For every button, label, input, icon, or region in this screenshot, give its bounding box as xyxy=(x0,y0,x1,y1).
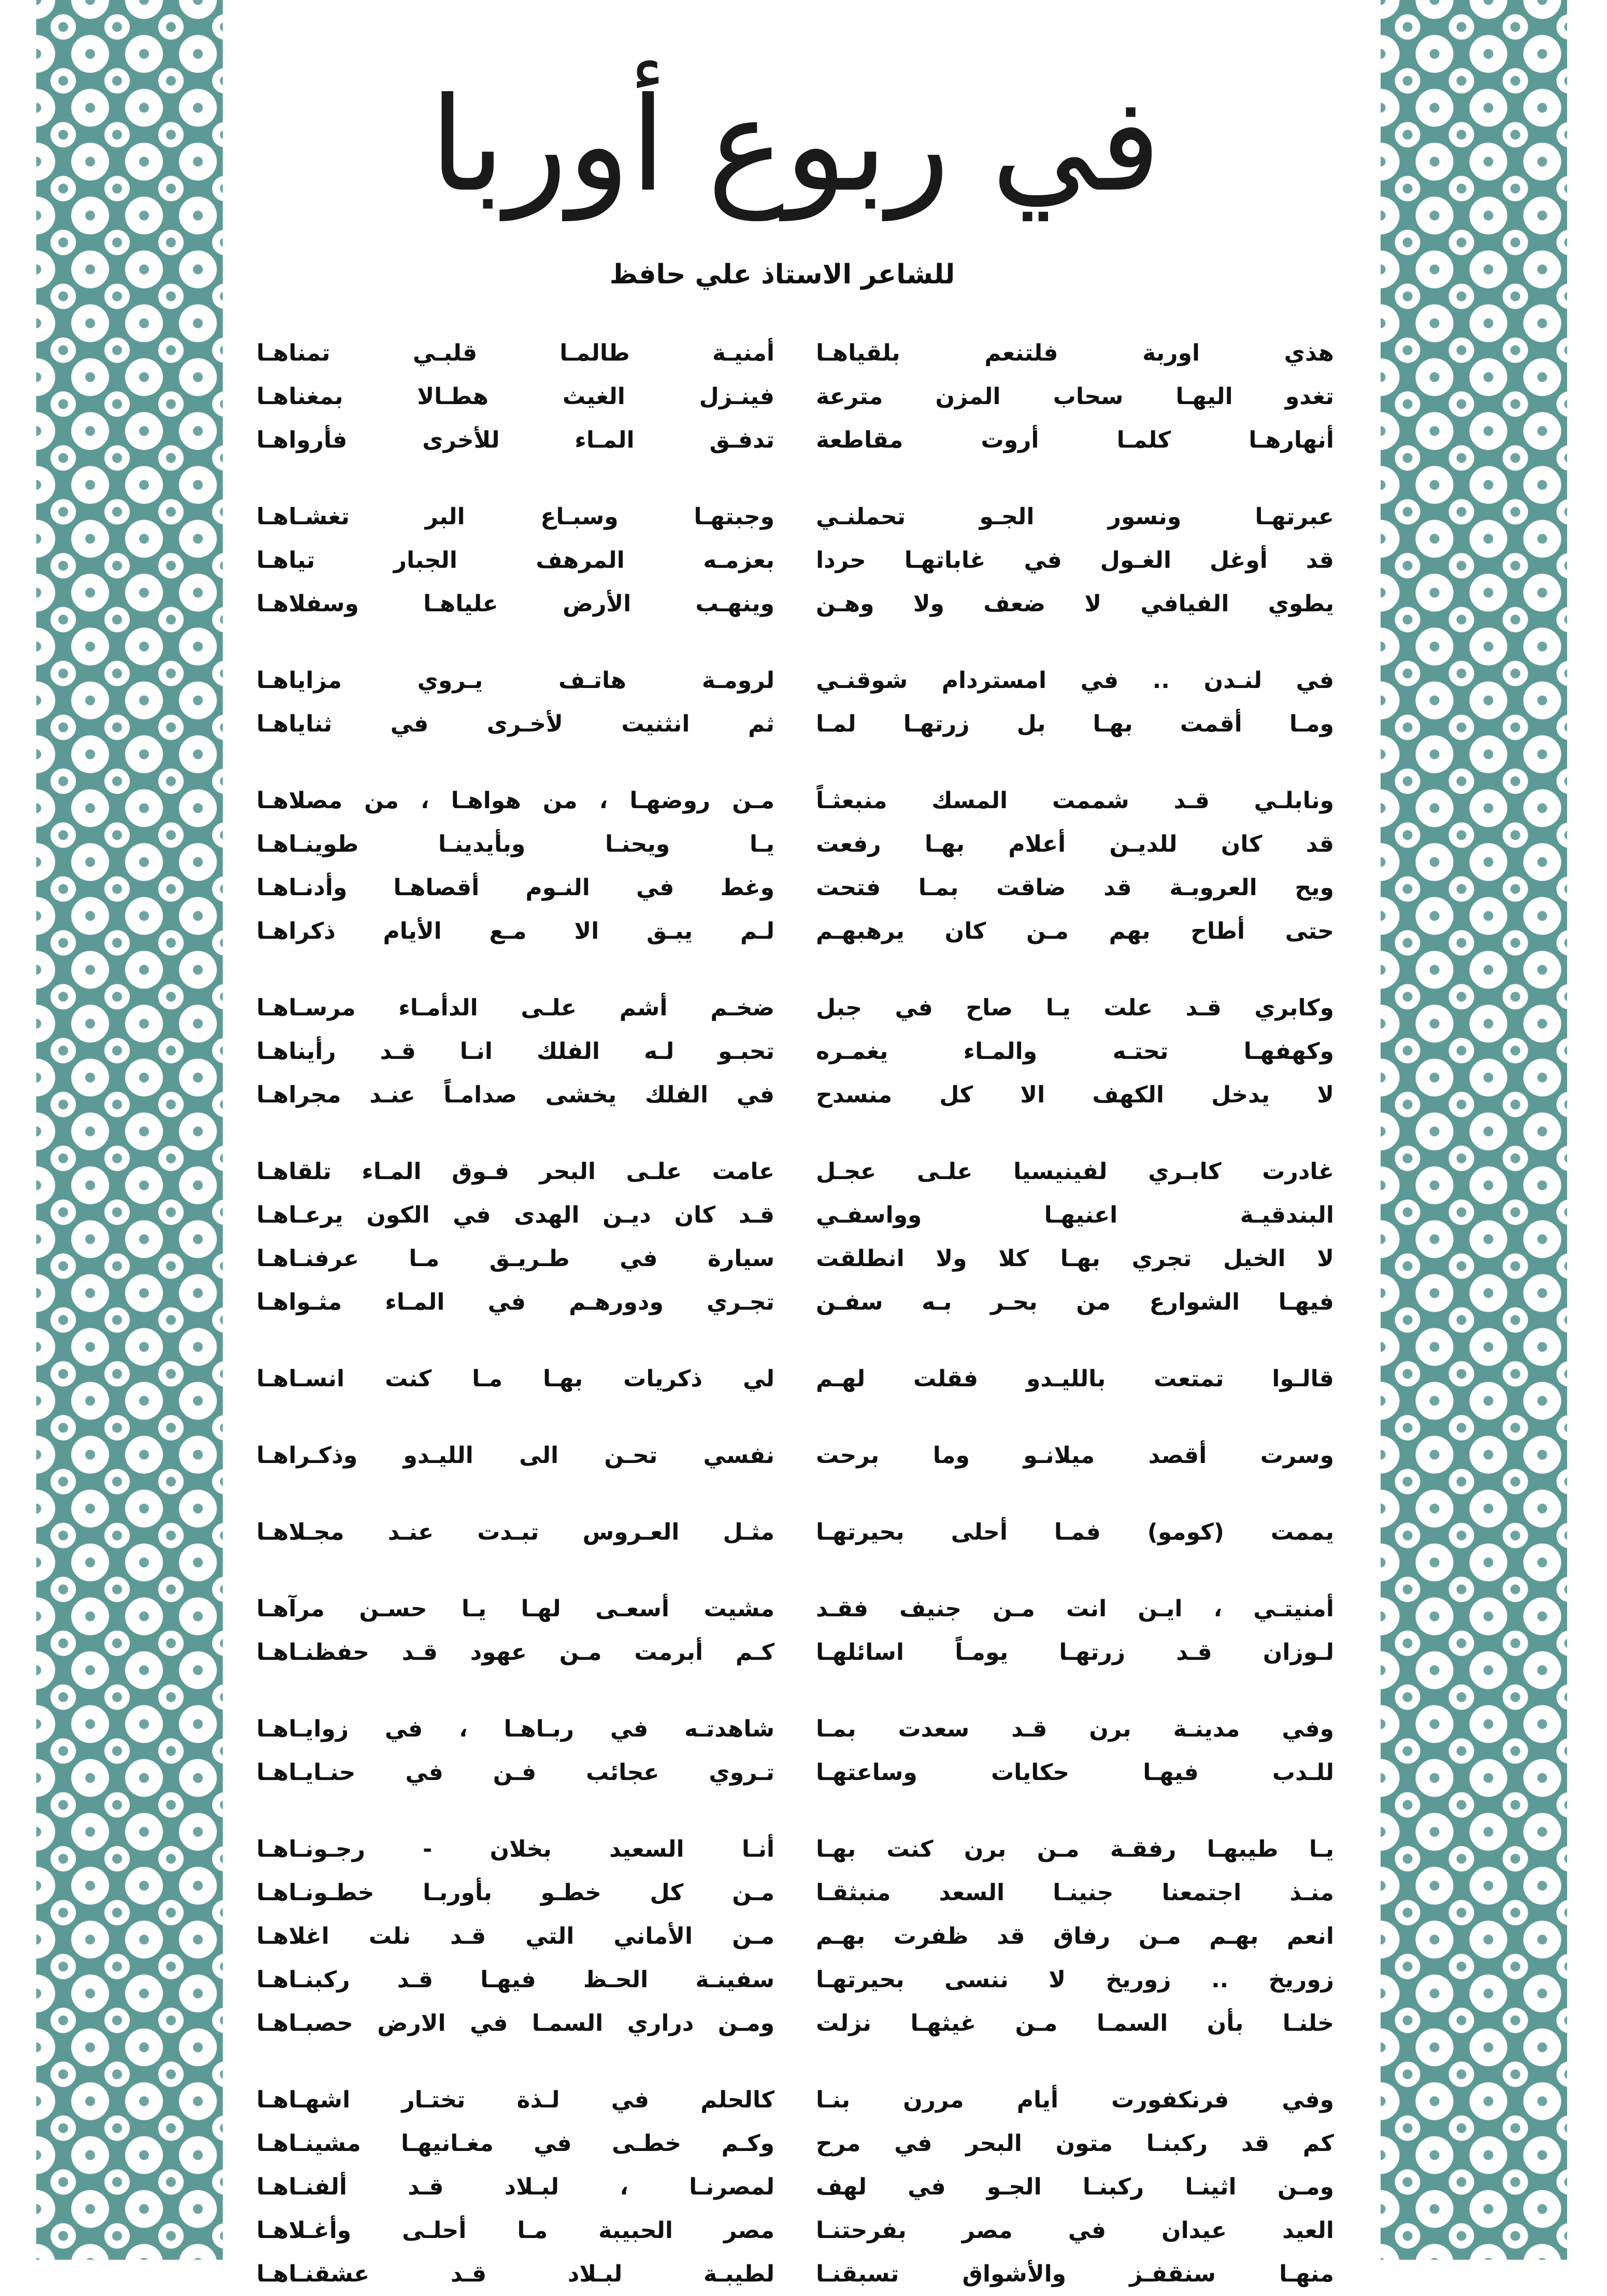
verse-line: وكهفهـا تحتـه والمـاء يغمـره xyxy=(816,1038,1334,1065)
verse-line: مثـل العـروس تبـدت عنـد مجـلاهـا xyxy=(256,1519,774,1545)
stanza xyxy=(256,1587,774,1674)
verse-line: هذي اوربة فلتنعم بلقياهـا xyxy=(816,340,1334,366)
stanza xyxy=(256,1434,774,1477)
verse-line: وينهـب الأرض علياهـا وسفلاهـا xyxy=(256,591,774,617)
verse-line: وكابري قـد علت يـا صاح في جبل xyxy=(816,995,1334,1021)
stanza xyxy=(816,1511,1334,1554)
stanza xyxy=(816,1828,1334,2045)
verse-line: بعزمـه المرهف الجبار تياهـا xyxy=(256,547,774,573)
decorative-border-right xyxy=(1381,0,1567,2260)
verse-line: وجبتهـا وسبـاع البر تغشـاهـا xyxy=(256,504,774,530)
verse-line: سفينـة الحـظ فيهـا قـد ركبنـاهـا xyxy=(256,1967,774,1993)
stanza xyxy=(816,2078,1334,2296)
verse-line: لا الخيل تجري بهـا كلا ولا انطلقت xyxy=(816,1245,1334,1272)
stanza xyxy=(816,779,1334,953)
verse-line: وفي فرنكفورت أيام مررن بنـا xyxy=(816,2087,1334,2113)
verse-line: عامت علـى البحر فـوق المـاء تلقاهـا xyxy=(256,1158,774,1185)
verse-line: مـن الأماني التي قـد نلت اغلاهـا xyxy=(256,1923,774,1949)
verse-line: لـوزان قـد زرتهـا يومـاً اسائلهـا xyxy=(816,1639,1334,1666)
poem-title: في ربوع أوربا xyxy=(429,69,1161,220)
stanza xyxy=(816,1357,1334,1401)
verse-line: لطيبـة لبـلاد قـد عشقنـاهـا xyxy=(256,2261,774,2287)
verse-line: ثم انثنيت لأخـرى في ثناياهـا xyxy=(256,711,774,737)
verse-line: شاهدتـه في ربـاهـا ، في زوايـاهـا xyxy=(256,1716,774,1742)
poem-column-left xyxy=(256,332,774,2287)
stanza xyxy=(256,2078,774,2296)
verse-line: غادرت كابـري لفينيسيا علـى عجـل xyxy=(816,1158,1334,1185)
stanza xyxy=(816,659,1334,746)
verse-line: تحبـو لـه الفلك انـا قـد رأيناهـا xyxy=(256,1038,774,1065)
decorative-border-left xyxy=(36,0,223,2260)
verse-line: يـا طيبهـا رفقـة مـن برن كنت بهـا xyxy=(816,1836,1334,1862)
verse-line: فيهـا الشوارع من بحـر بـه سفـن xyxy=(816,1289,1334,1315)
verse-line: كم قد ركبنـا متون البحر في مرح xyxy=(816,2130,1334,2157)
verse-line: تـروي عجائب فـن في حنـايـاهـا xyxy=(256,1759,774,1786)
verse-line: يـا ويحنـا وبأيدينـا طوينـاهـا xyxy=(256,831,774,857)
poem-column-right xyxy=(816,332,1334,2287)
verse-line: وغط في النـوم أقصاهـا وأدنـاهـا xyxy=(256,874,774,901)
stanza xyxy=(816,332,1334,462)
stanza xyxy=(256,1357,774,1401)
verse-line: مشيت أسعـى لهـا يـا حسـن مرآهـا xyxy=(256,1596,774,1622)
verse-line: مصر الحبيبة مـا أحلـى وأغـلاهـا xyxy=(256,2217,774,2244)
verse-line: ومـن دراري السمـا في الارض حصبـاهـا xyxy=(256,2010,774,2036)
verse-line: أنـا السعيد بخلان - رجـونـاهـا xyxy=(256,1836,774,1862)
verse-line: منهـا سنقفـز والأشواق تسبقنـا xyxy=(816,2261,1334,2287)
stanza xyxy=(816,1434,1334,1477)
verse-line: قـد كان ديـن الهدى في الكون يرعـاهـا xyxy=(256,1202,774,1228)
verse-line: لا يدخل الكهف الا كل منسدح xyxy=(816,1082,1334,1108)
verse-line: يطوي الفيافي لا ضعف ولا وهـن xyxy=(816,591,1334,617)
verse-line: في الفلك يخشى صدامـاً عنـد مجراهـا xyxy=(256,1082,774,1108)
verse-line: لرومـة هاتـف يـروي مزاياهـا xyxy=(256,667,774,694)
verse-line: ويح العروبـة قد ضاقت بمـا فتحت xyxy=(816,874,1334,901)
stanza xyxy=(256,1828,774,2045)
verse-line: وسرت أقصد ميلانـو وما برحت xyxy=(816,1442,1334,1469)
verse-line: مـن روضهـا ، من هواهـا ، من مصلاهـا xyxy=(256,787,774,814)
verse-line: منـذ اجتمعنا جنينـا السعد منبثقـا xyxy=(816,1879,1334,1906)
verse-line: مـن كل خطـو بأوربـا خطـونـاهـا xyxy=(256,1879,774,1906)
verse-line: وفي مدينـة برن قـد سعدت بمـا xyxy=(816,1716,1334,1742)
stanza xyxy=(256,332,774,462)
verse-line: انعم بهـم مـن رفاق قد ظفرت بهـم xyxy=(816,1923,1334,1949)
verse-line: للـدب فيهـا حكايات وساعتهـا xyxy=(816,1759,1334,1786)
poem-author: للشاعر الاستاذ علي حافظ xyxy=(609,259,955,290)
verse-line: لمصرنـا ، لبـلاد قـد ألفنـاهـا xyxy=(256,2174,774,2200)
verse-line: كالحلم في لـذة تختـار اشهـاهـا xyxy=(256,2087,774,2113)
verse-line: حتى أطاح بهم مـن كان يرهبهـم xyxy=(816,918,1334,944)
verse-line: لي ذكريات بهـا مـا كنت انسـاهـا xyxy=(256,1366,774,1392)
verse-line: نفسي تحـن الى الليـدو وذكـراهـا xyxy=(256,1442,774,1469)
stanza xyxy=(256,1707,774,1795)
verse-line: تدفـق المـاء للأخرى فأرواهـا xyxy=(256,427,774,453)
stanza xyxy=(816,1707,1334,1795)
verse-line: أمنيتـي ، ايـن انت مـن جنيف فقـد xyxy=(816,1596,1334,1622)
verse-line: زوريخ .. زوريخ لا ننسى بحيرتهـا xyxy=(816,1967,1334,1993)
verse-line: قد أوغل الغـول في غاباتهـا حردا xyxy=(816,547,1334,573)
stanza xyxy=(256,495,774,626)
verse-line: ومـا أقمت بهـا بل زرتهـا لمـا xyxy=(816,711,1334,737)
stanza xyxy=(816,986,1334,1117)
verse-line: قالـوا تمتعت بالليـدو فقلت لهـم xyxy=(816,1366,1334,1392)
verse-line: سيارة في طـريـق مـا عرفنـاهـا xyxy=(256,1245,774,1272)
verse-line: قد كان للديـن أعلام بهـا رفعت xyxy=(816,831,1334,857)
verse-line: كـم أبرمت مـن عهود قـد حفظنـاهـا xyxy=(256,1639,774,1666)
verse-line: في لنـدن .. في امستردام شوقنـي xyxy=(816,667,1334,694)
verse-line: ومـن اثينـا ركبنـا الجـو في لهف xyxy=(816,2174,1334,2200)
stanza xyxy=(256,1511,774,1554)
verse-line: خلنـا بأن السمـا مـن غيثهـا نزلت xyxy=(816,2010,1334,2036)
verse-line: عبرتهـا ونسور الجـو تحملنـي xyxy=(816,504,1334,530)
verse-line: وكـم خطـى في مغـانيهـا مشينـاهـا xyxy=(256,2130,774,2157)
stanza xyxy=(256,659,774,746)
stanza xyxy=(256,1150,774,1324)
verse-line: أنهارهـا كلمـا أروت مقاطعة xyxy=(816,427,1334,453)
stanza xyxy=(256,986,774,1117)
verse-line: ضخـم أشم علـى الدأمـاء مرسـاهـا xyxy=(256,995,774,1021)
verse-line: ونابلـي قـد شممت المسك منبعثـاً xyxy=(816,787,1334,814)
verse-line: أمنيـة طالمـا قلبـي تمناهـا xyxy=(256,340,774,366)
verse-line: يممت (كومو) فمـا أحلى بحيرتهـا xyxy=(816,1519,1334,1545)
verse-line: تجـري ودورهـم في المـاء مثـواهـا xyxy=(256,1289,774,1315)
verse-line: العيد عيدان في مصر بفرحتنـا xyxy=(816,2217,1334,2244)
verse-line: فينـزل الغيث هطـالا بمغناهـا xyxy=(256,383,774,410)
verse-line: لـم يبـق الا مـع الأيام ذكراهـا xyxy=(256,918,774,944)
verse-line: تغدو اليهـا سحاب المزن مترعة xyxy=(816,383,1334,410)
stanza xyxy=(816,1587,1334,1674)
stanza xyxy=(256,779,774,953)
stanza xyxy=(816,1150,1334,1324)
stanza xyxy=(816,495,1334,626)
verse-line: البندقيـة اعنيهـا وواسفـي xyxy=(816,1202,1334,1228)
